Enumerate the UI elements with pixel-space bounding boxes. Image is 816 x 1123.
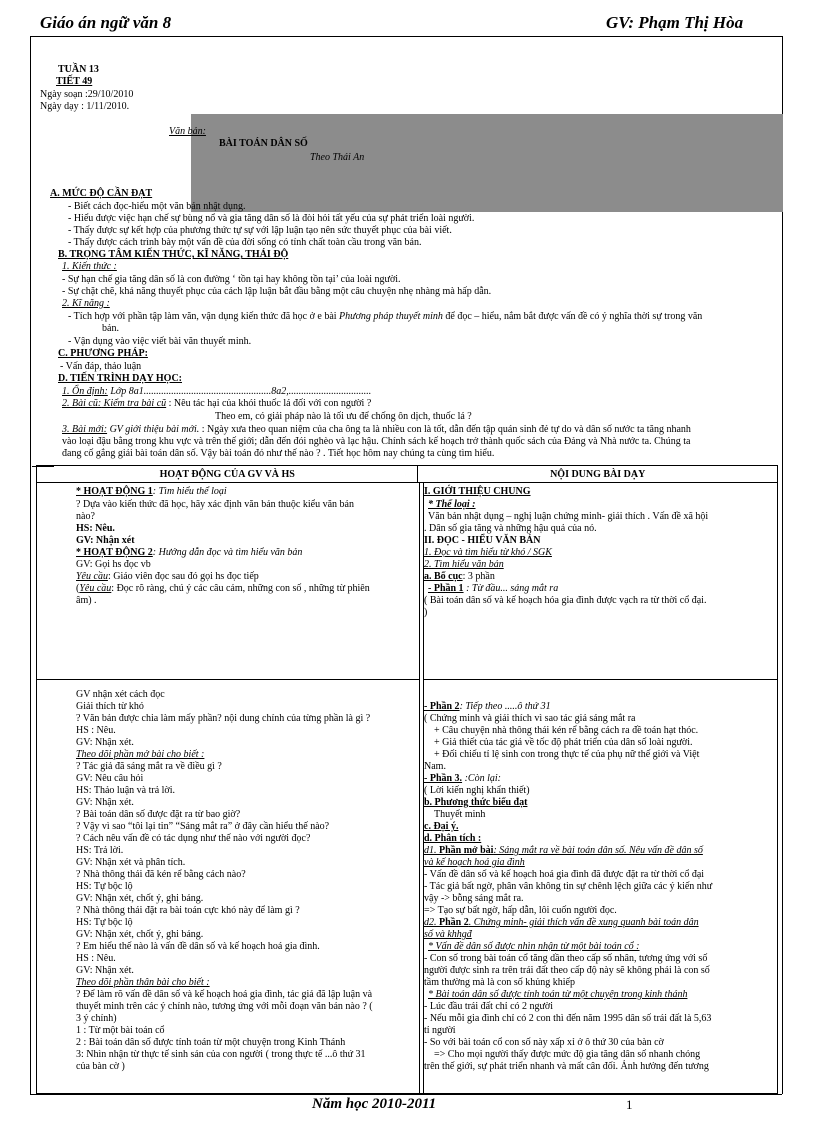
table-row: GV nhận xét cách đọc — [76, 689, 165, 700]
lesson-table — [36, 465, 778, 483]
content-row: - Lúc đầu trái đất chỉ có 2 người — [424, 1001, 553, 1012]
table-row: Giải thích từ khó — [76, 701, 144, 712]
content-row: b. Phương thức biểu đạt — [424, 797, 528, 808]
content-row: - Con số trong bài toán cổ tăng dần theo cấp số nhân, tương ứng với số — [424, 953, 708, 964]
table-row: ? Để làm rõ vấn đề dân số và kế hoạch hoá gia đình, tác giả đã lập luận và — [76, 989, 373, 1000]
col-header-activities: HOẠT ĐỘNG CỦA GV VÀ HS — [37, 466, 418, 483]
table-row: ? Vậy vì sao “tôi lại tin” “Sáng mắt ra” ở đây cần hiểu thế nào? — [76, 821, 330, 832]
table-row: nào? — [76, 511, 95, 522]
content-row: 2. Tìm hiểu văn bản — [424, 559, 504, 570]
table-row: * HOẠT ĐỘNG 2: Hướng dẫn đọc và tìm hiểu văn bản — [76, 547, 303, 558]
table-row: 2 : Bài toán dân số được tính toán từ một chuyện trong Kinh Thánh — [76, 1037, 346, 1048]
knowledge-item: - Sự chặt chẽ, khả năng thuyết phục của cách lập luận bắt đầu bằng một câu chuyện nhẹ nhàng mà hấp dẫn. — [62, 286, 492, 297]
table-row: GV: Nhận xét. — [76, 965, 134, 976]
table-row: GV: Nhận xét, chốt ý, ghi bảng. — [76, 929, 204, 940]
week-label: TUẦN 13 — [58, 64, 99, 75]
table-row: GV: Nhận xét. — [76, 737, 134, 748]
table-row: ? Dựa vào kiến thức đã học, hãy xác định văn bản thuộc kiểu văn bản — [76, 499, 354, 510]
title-author: Theo Thái An — [310, 152, 365, 163]
section-a-item: - Biết cách đọc-hiểu một văn bản nhật dụng. — [68, 201, 246, 212]
left-row-rule — [36, 679, 420, 680]
table-row: ? Cách nêu vấn đề có tác dụng như thế nào với người đọc? — [76, 833, 311, 844]
period-label: TIẾT 49 — [56, 76, 93, 87]
content-row: ( Chứng minh và giải thích vì sao tác giả sáng mắt ra — [424, 713, 636, 724]
content-row: 1. Đọc và tìm hiểu từ khó / SGK — [424, 547, 552, 558]
page-title: BÀI TOÁN DÂN SỐ — [219, 138, 308, 149]
content-row: d1. Phần mở bài: Sáng mắt ra về bài toán dân số. Nêu vấn đề dân số — [424, 845, 703, 856]
table-row: ? Bài toán dân số được đặt ra từ bao giờ? — [76, 809, 241, 820]
content-row: - Vấn đề dân số và kế hoạch hoá gia đình đã được đặt ra từ thời cổ đại — [424, 869, 705, 880]
table-row: ? Nhà thông thái đặt ra bài toán cực khó này để làm gì ? — [76, 905, 300, 916]
content-row: người được sinh ra trên trái đất theo cấp độ này sẽ không phải là con số — [424, 965, 710, 976]
table-row: GV: Nhận xét và phân tích. — [76, 857, 186, 868]
step-2: 2. Bài cũ: Kiểm tra bài cũ : Nêu tác hại của khói thuốc lá đối với con người ? — [62, 398, 372, 409]
table-row: Theo dõi phần mở bài cho biết : — [76, 749, 205, 760]
table-row: HS: Tự bộc lộ — [76, 881, 133, 892]
table-row: Yêu cầu: Giáo viên đọc sau đó gọi hs đọc tiếp — [76, 571, 259, 582]
content-row: => Tạo sự bất ngờ, hấp dẫn, lôi cuốn người đọc. — [424, 905, 617, 916]
table-row: của bàn cờ ) — [76, 1061, 125, 1072]
table-row: HS: Nêu. — [76, 523, 115, 534]
content-row: c. Đại ý. — [424, 821, 459, 832]
content-row: => Cho mọi người thấy được mức độ gia tăng dân số nhanh chóng — [434, 1049, 701, 1060]
content-row: trên thế giới, sự phát triển nhanh và mất cân đối. Ảnh hưởng đến tương — [424, 1061, 709, 1072]
section-d-heading: D. TIẾN TRÌNH DẠY HỌC: — [58, 373, 182, 384]
content-row: I. GIỚI THIỆU CHUNG — [424, 486, 531, 497]
page-number: 1 — [626, 1097, 633, 1112]
step-2-cont: Theo em, có giải pháp nào là tối ưu để chống ôn dịch, thuốc lá ? — [215, 411, 472, 422]
table-row: GV: Nhận xét. — [76, 797, 134, 808]
table-row: GV: Nhận xét, chốt ý, ghi bảng. — [76, 893, 204, 904]
content-row: Nam. — [424, 761, 446, 772]
right-row-rule — [423, 679, 778, 680]
header-teacher: GV: Phạm Thị Hòa — [606, 13, 744, 32]
content-row: + Câu chuyện nhà thông thái kén rể bằng cách ra đề toán hạt thóc. — [434, 725, 699, 736]
content-row: - So với bài toán cổ con số này xấp xỉ ở ô thứ 30 của bàn cờ — [424, 1037, 664, 1048]
content-row: ) — [424, 607, 428, 618]
content-row: - Nếu mỗi gia đình chỉ có 2 con thì đến năm 1995 dân số trái đất là 5,63 — [424, 1013, 712, 1024]
table-row: HS: Tự bộc lộ — [76, 917, 133, 928]
section-a-item: - Thấy được cách trình bày một vấn đề của đời sống có tính chất toàn cầu trong văn bản. — [68, 237, 422, 248]
date-taught: Ngày dạy : 1/11/2010. — [40, 101, 130, 112]
content-row: Văn bản nhật dụng – nghị luận chứng minh- giải thích . Vấn đề xã hội — [428, 511, 709, 522]
section-a-item: - Thấy được sự kết hợp của phương thức tự sự với lập luận tạo nên sức thuyết phục của bài viết. — [68, 225, 452, 236]
table-row: 3: Nhìn nhận từ thực tế sinh sản của con người ( trong thực tế ...ô thứ 31 — [76, 1049, 366, 1060]
step-1: 1. Ổn định: Lớp 8a1...................................................8a2,................................. — [62, 386, 372, 397]
table-row: ? Nhà thông thái đã kén rể bằng cách nào? — [76, 869, 246, 880]
table-row: 1 : Từ một bài toán cổ — [76, 1025, 165, 1036]
table-row: HS: Trả lời. — [76, 845, 124, 856]
content-row: và kế hoạch hoá gia đình — [424, 857, 525, 868]
table-divider — [419, 482, 420, 1094]
footer-year: Năm học 2010-2011 — [312, 1096, 437, 1112]
header-subject: Giáo án ngữ văn 8 — [40, 13, 172, 32]
title-label: Văn bản: — [169, 126, 206, 137]
table-row: thuyết minh trên các ý chính nào, tương ứng với mỗi đoạn văn bản nào ? ( — [76, 1001, 373, 1012]
table-row: HS : Nêu. — [76, 953, 116, 964]
step-3-cont: vào loại đậu bằng trong khu vực và trên thế giới; dẫn đến đói nghèo và lạc hậu. Chính sách kế hoạch trở thành quốc sách của Đảng và Nhà nước ta. Chúng ta — [62, 436, 691, 447]
skills-item: - Tích hợp với phần tập làm văn, vận dụng kiến thức đã học ở e bài Phương pháp thuyết minh để đọc – hiểu, nắm bắt được vấn đề có ý nghĩa thời sự trong văn — [68, 311, 703, 322]
table-row: HS : Nêu. — [76, 725, 116, 736]
content-row: . Dân số gia tăng và những hậu quả của nó. — [424, 523, 597, 534]
content-row: * Vấn đề dân số được nhìn nhận từ một bài toán cổ : — [428, 941, 640, 952]
content-row: - Phần 1 : Từ đầu... sáng mắt ra — [428, 583, 559, 594]
content-row: II. ĐỌC - HIỂU VĂN BẢN — [424, 535, 541, 546]
header-rule — [30, 36, 782, 37]
table-row: GV: Gọi hs đọc vb — [76, 559, 151, 570]
table-row: Theo dõi phần thân bài cho biết : — [76, 977, 210, 988]
content-row: số và khhgđ — [424, 929, 472, 940]
content-row: tầm thường mà là con số khủng khiếp — [424, 977, 575, 988]
page-border-left — [30, 36, 31, 1094]
col-header-content: NỘI DUNG BÀI DẠY — [418, 466, 778, 483]
section-c-text: - Vấn đáp, thảo luận — [60, 361, 142, 372]
footer-rule — [30, 1094, 782, 1095]
table-row: GV: Nêu câu hỏi — [76, 773, 144, 784]
content-row: d. Phân tích : — [424, 833, 482, 844]
step-3: 3. Bài mới: GV giới thiệu bài mới. : Ngày xưa theo quan niệm của cha ông ta là nhiều con là tốt, dẫn đến tập quán sinh đẻ tự do và dân số nước ta tăng nhanh — [62, 424, 691, 435]
date-prepared: Ngày soạn :29/10/2010 — [40, 89, 134, 100]
section-a-heading: A. MỨC ĐỘ CẦN ĐẠT — [50, 188, 153, 199]
table-row: (Yêu cầu: Đọc rõ ràng, chú ý các câu cảm, những con số , những từ phiên — [76, 583, 370, 594]
section-a-item: - Hiểu được việc hạn chế sự bùng nổ và gia tăng dân số là đòi hỏi tất yếu của sự phát triển loài người. — [68, 213, 475, 224]
table-row: 3 ý chính) — [76, 1013, 117, 1024]
content-row: * Bài toán dân số được tính toán từ một chuyện trong kinh thánh — [428, 989, 688, 1000]
content-row: + Đối chiếu tỉ lệ sinh con trong thực tế của phụ nữ thế giới và Việt — [434, 749, 700, 760]
content-row: Thuyết minh — [434, 809, 486, 820]
knowledge-item: - Sự hạn chế gia tăng dân số là con đường ‘ tồn tại hay không tồn tại’ của loài người. — [62, 274, 401, 285]
table-row: âm) . — [76, 595, 97, 606]
table-row: HS: Thảo luận và trả lời. — [76, 785, 175, 796]
table-row: ? Tác giả đã sáng mắt ra về điều gì ? — [76, 761, 222, 772]
section-b-heading: B. TRỌNG TÂM KIẾN THỨC, KĨ NĂNG, THÁI ĐỘ — [58, 249, 289, 260]
content-row: + Giả thiết của tác giả về tốc độ phát triển của dân số loài người. — [434, 737, 693, 748]
table-row: GV: Nhận xét — [76, 535, 135, 546]
skills-item: - Vận dụng vào việc viết bài văn thuyết minh. — [68, 336, 252, 347]
content-row: - Tác giả bất ngờ, phân vân không tin sự chênh lệch giữa các ý kiến như — [424, 881, 713, 892]
table-row: ? Văn bản được chia làm mấy phần? nội dung chính của từng phần là gì ? — [76, 713, 371, 724]
table-row: * HOẠT ĐỘNG 1: Tìm hiểu thể loại — [76, 486, 227, 497]
content-row: * Thể loại : — [428, 499, 476, 510]
content-row: ( Lời kiến nghị khẩn thiết) — [424, 785, 530, 796]
content-row: a. Bố cục: 3 phần — [424, 571, 495, 582]
content-row: vậy -> bỗng sáng mắt ra. — [424, 893, 524, 904]
content-row: - Phần 3. :Còn lại: — [424, 773, 501, 784]
skills-label: 2. Kĩ năng : — [62, 298, 110, 309]
title-box — [191, 114, 783, 212]
skills-item-cont: bản. — [102, 323, 119, 334]
section-c-heading: C. PHƯƠNG PHÁP: — [58, 348, 148, 359]
content-row: tỉ người — [424, 1025, 456, 1036]
step-3-cont: đang cố gắng giải bài toán dân số. Vậy bài toán đó như thế nào ? . Tiết học hôm nay chúng ta cùng tìm hiểu. — [62, 448, 495, 459]
content-row: d2. Phần 2. Chứng minh- giải thích vấn đề xung quanh bài toán dân — [424, 917, 699, 928]
knowledge-label: 1. Kiến thức : — [62, 261, 117, 272]
content-row: ( Bài toán dân số và kế hoạch hóa gia đình được vạch ra từ thời cổ đại. — [424, 595, 707, 606]
table-row: ? Em hiểu thế nào là vấn đề dân số và kế hoạch hoá gia đình. — [76, 941, 320, 952]
content-row: - Phần 2: Tiếp theo .....ô thứ 31 — [424, 701, 551, 712]
